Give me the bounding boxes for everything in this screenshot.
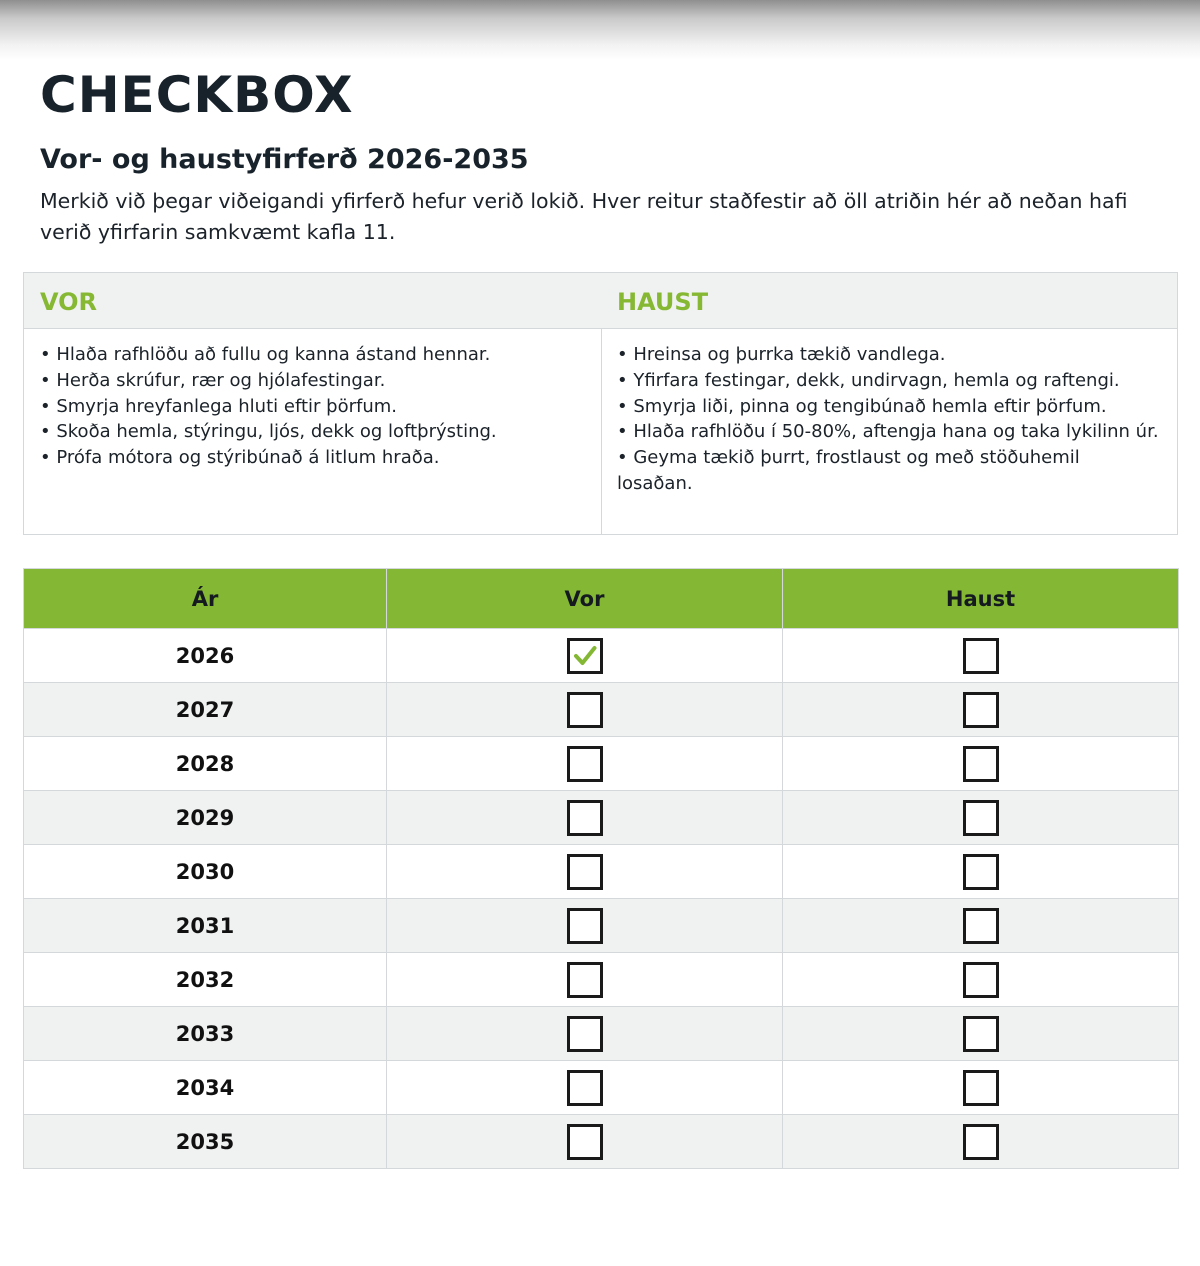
table-row — [24, 953, 1179, 1007]
task-item: • Smyrja hreyfanlega hluti eftir þörfum. — [40, 394, 585, 420]
autumn-checkbox[interactable] — [963, 1016, 999, 1052]
spring-checkbox[interactable] — [567, 746, 603, 782]
autumn-checkbox[interactable] — [963, 638, 999, 674]
table-row — [24, 845, 1179, 899]
task-item: • Smyrja liði, pinna og tengibúnað hemla eftir þörfum. — [617, 394, 1161, 420]
year-cell: 2034 — [24, 1061, 387, 1115]
autumn-check-cell — [783, 737, 1179, 791]
spring-checkbox[interactable] — [567, 854, 603, 890]
autumn-checkbox[interactable] — [963, 962, 999, 998]
autumn-checkbox[interactable] — [963, 854, 999, 890]
spring-check-cell — [387, 737, 783, 791]
year-cell: 2032 — [24, 953, 387, 1007]
task-item: • Prófa mótora og stýribúnað á litlum hraða. — [40, 445, 585, 471]
checkmark-icon — [572, 643, 598, 669]
spring-check-cell — [387, 1007, 783, 1061]
page-subtitle: Vor- og haustyfirferð 2026-2035 — [40, 144, 529, 175]
autumn-heading: HAUST — [601, 273, 1177, 329]
year-cell: 2030 — [24, 845, 387, 899]
page-title: CHECKBOX — [40, 66, 354, 124]
year-cell: 2033 — [24, 1007, 387, 1061]
table-row — [24, 1061, 1179, 1115]
autumn-check-cell — [783, 629, 1179, 683]
task-item: • Yfirfara festingar, dekk, undirvagn, hemla og raftengi. — [617, 368, 1161, 394]
spring-checkbox[interactable] — [567, 800, 603, 836]
autumn-task-list — [601, 329, 1177, 497]
autumn-check-cell — [783, 791, 1179, 845]
autumn-checkbox[interactable] — [963, 800, 999, 836]
table-row — [24, 683, 1179, 737]
task-item: • Geyma tækið þurrt, frostlaust og með stöðuhemil losaðan. — [617, 445, 1161, 497]
autumn-check-cell — [783, 1061, 1179, 1115]
spring-check-cell — [387, 899, 783, 953]
spring-check-cell — [387, 629, 783, 683]
autumn-checkbox[interactable] — [963, 746, 999, 782]
column-header-autumn: Haust — [783, 569, 1179, 629]
spring-checkbox[interactable] — [567, 638, 603, 674]
task-item: • Hreinsa og þurrka tækið vandlega. — [617, 342, 1161, 368]
spring-check-cell — [387, 1061, 783, 1115]
task-item: • Herða skrúfur, rær og hjólafestingar. — [40, 368, 585, 394]
task-item: • Skoða hemla, stýringu, ljós, dekk og loftþrýsting. — [40, 419, 585, 445]
autumn-column — [601, 273, 1177, 534]
autumn-check-cell — [783, 899, 1179, 953]
autumn-checkbox[interactable] — [963, 1070, 999, 1106]
table-row — [24, 737, 1179, 791]
autumn-checkbox[interactable] — [963, 1124, 999, 1160]
instructions-panel — [23, 272, 1178, 535]
table-body — [24, 629, 1179, 1169]
spring-checkbox[interactable] — [567, 1016, 603, 1052]
column-header-spring: Vor — [387, 569, 783, 629]
year-cell: 2031 — [24, 899, 387, 953]
table-row — [24, 1007, 1179, 1061]
table-row — [24, 1115, 1179, 1169]
column-header-year: Ár — [24, 569, 387, 629]
spring-task-list — [24, 329, 601, 471]
spring-check-cell — [387, 791, 783, 845]
table-row — [24, 899, 1179, 953]
year-cell: 2026 — [24, 629, 387, 683]
spring-checkbox[interactable] — [567, 908, 603, 944]
spring-check-cell — [387, 953, 783, 1007]
autumn-check-cell — [783, 1007, 1179, 1061]
autumn-check-cell — [783, 1115, 1179, 1169]
spring-column — [24, 273, 602, 534]
spring-checkbox[interactable] — [567, 1070, 603, 1106]
spring-checkbox[interactable] — [567, 1124, 603, 1160]
autumn-checkbox[interactable] — [963, 908, 999, 944]
intro-text: Merkið við þegar viðeigandi yfirferð hefur verið lokið. Hver reitur staðfestir að öll atriðin hér að neðan hafi verið yfirfarin samkvæmt kafla 11. — [40, 189, 1128, 244]
task-item: • Hlaða rafhlöðu að fullu og kanna ástand hennar. — [40, 342, 585, 368]
task-item: • Hlaða rafhlöðu í 50-80%, aftengja hana og taka lykilinn úr. — [617, 419, 1161, 445]
inspection-checklist-table — [23, 568, 1179, 1169]
spring-checkbox[interactable] — [567, 692, 603, 728]
spring-check-cell — [387, 1115, 783, 1169]
spring-check-cell — [387, 845, 783, 899]
top-shadow-bar — [0, 0, 1200, 60]
table-row — [24, 791, 1179, 845]
table-header-row — [24, 569, 1179, 629]
table-row — [24, 629, 1179, 683]
year-cell: 2029 — [24, 791, 387, 845]
autumn-check-cell — [783, 845, 1179, 899]
autumn-checkbox[interactable] — [963, 692, 999, 728]
spring-checkbox[interactable] — [567, 962, 603, 998]
year-cell: 2027 — [24, 683, 387, 737]
autumn-check-cell — [783, 953, 1179, 1007]
year-cell: 2035 — [24, 1115, 387, 1169]
spring-heading: VOR — [24, 273, 601, 329]
spring-check-cell — [387, 683, 783, 737]
autumn-check-cell — [783, 683, 1179, 737]
year-cell: 2028 — [24, 737, 387, 791]
